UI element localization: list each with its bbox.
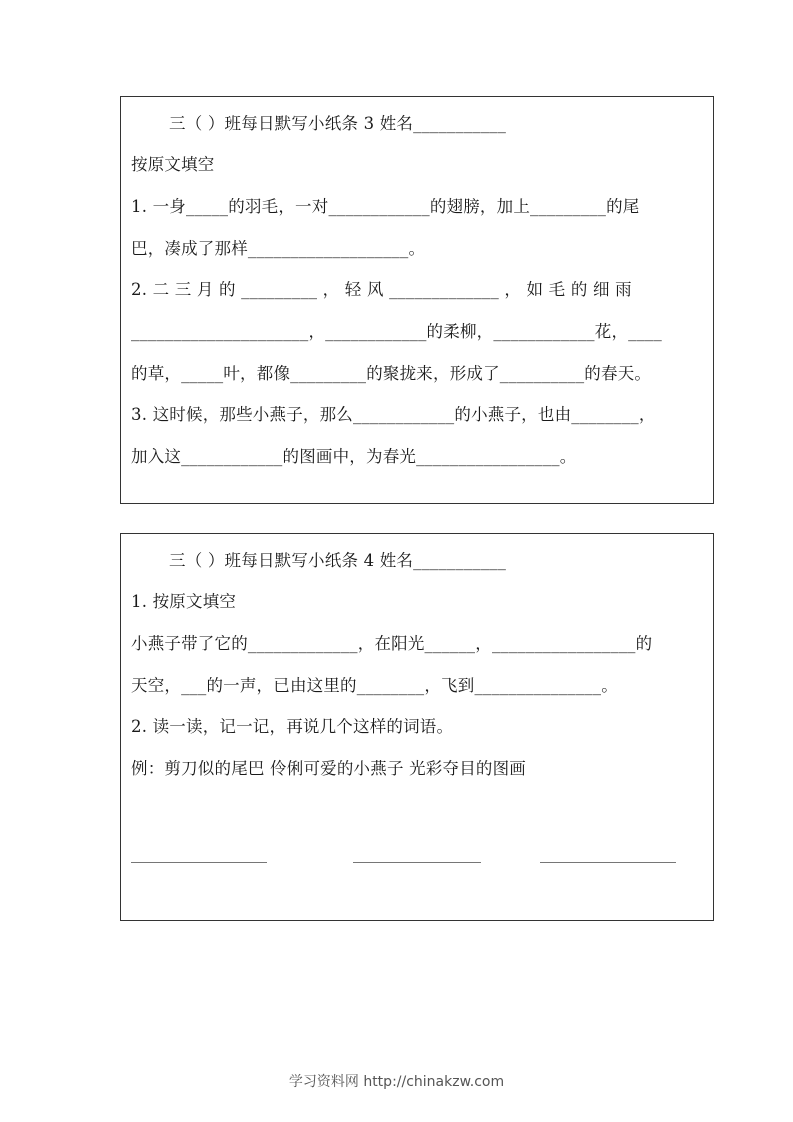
answer-blank[interactable]: _________________ — [131, 844, 267, 863]
card-title: 三（ ）班每日默写小纸条 3 姓名___________ — [169, 114, 507, 133]
question-line: 1. 一身_____的羽毛，一对____________的翅膀，加上_________的尾 — [131, 197, 640, 216]
dictation-card-3 — [120, 96, 714, 504]
section-heading: 1. 按原文填空 — [131, 592, 237, 611]
question-line: 巴，凑成了那样___________________。 — [131, 239, 426, 258]
question-line: 2. 二 三 月 的 _________ ， 轻 风 _____________ ， 如 毛 的 细 雨 — [131, 280, 632, 299]
example-line: 例：剪刀似的尾巴 伶俐可爱的小燕子 光彩夺目的图画 — [131, 759, 526, 778]
dictation-card-4 — [120, 533, 714, 921]
question-line: 天空，___的一声，已由这里的________，飞到_______________。 — [131, 676, 618, 695]
question-line: 的草，_____叶，都像_________的聚拢来，形成了__________的春天。 — [131, 364, 652, 383]
footer-source: 学习资料网 http://chinakzw.com — [288, 1074, 505, 1090]
answer-blank[interactable]: _________________ — [540, 844, 676, 863]
answer-blank[interactable]: ________________ — [353, 844, 481, 863]
section-heading: 2. 读一读，记一记，再说几个这样的词语。 — [131, 717, 454, 736]
question-line: 加入这____________的图画中，为春光_________________。 — [131, 447, 577, 466]
card-title: 三（ ）班每日默写小纸条 4 姓名___________ — [169, 551, 507, 570]
instruction: 按原文填空 — [131, 155, 215, 174]
question-line: 3. 这时候，那些小燕子，那么____________的小燕子，也由________， — [131, 405, 656, 424]
question-line: 小燕子带了它的_____________，在阳光______，_________________的 — [131, 634, 653, 653]
question-line: _____________________，____________的柔柳，____________花，____ — [131, 322, 662, 341]
